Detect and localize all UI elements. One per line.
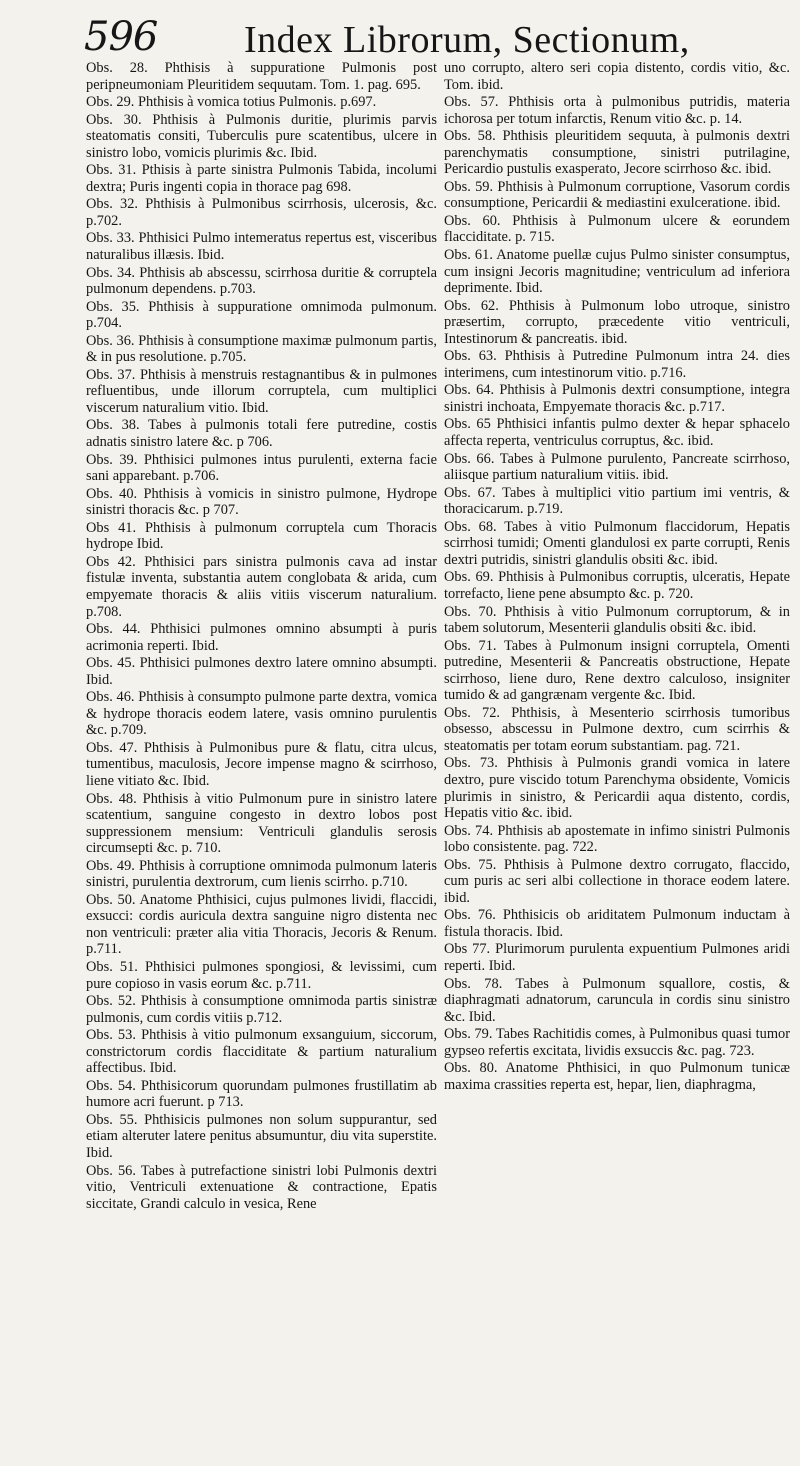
index-entry: Obs. 36. Phthisis à consumptione maximæ pulmonum partis, & in pus resolutione. p.705. xyxy=(86,332,437,366)
index-entry: Obs. 78. Tabes à Pulmonum squallore, costis, & diaphragmati adnatorum, caruncula in cordis sinu sinistro &c. Ibid. xyxy=(444,975,790,1025)
index-entry: Obs. 39. Phthisici pulmones intus purulenti, externa facie sani apparebant. p.706. xyxy=(86,451,437,485)
index-entry: Obs. 56. Tabes à putrefactione sinistri lobi Pulmonis dextri vitio, Ventriculi extenuatione & contractione, Epatis siccitate, Grandi calculo in vesica, Rene xyxy=(86,1162,437,1212)
index-entry: Obs. 64. Phthisis à Pulmonis dextri consumptione, integra sinistri inchoata, Empyemate thoracis &c. p.717. xyxy=(444,382,790,415)
index-entry: Obs. 30. Phthisis à Pulmonis duritie, plurimis parvis steatomatis consiti, Tuberculis pure scatentibus, ulcere in sinistro lobo, vomicis plurimis &c. Ibid. xyxy=(86,111,437,161)
index-entry: uno corrupto, altero seri copia distento, cordis vitio, &c. Tom. ibid. xyxy=(444,60,790,93)
column-gutter xyxy=(440,60,441,1460)
page-number: 596 xyxy=(84,14,158,60)
index-entry: Obs. 76. Phthisicis ob ariditatem Pulmonum inductam à fistula thoracis. Ibid. xyxy=(444,907,790,940)
index-entry: Obs. 53. Phthisis à vitio pulmonum exsanguium, siccorum, constrictorum cordis flacciditate & partium naturalium affectibus. Ibid. xyxy=(86,1027,437,1077)
index-entry: Obs. 48. Phthisis à vitio Pulmonum pure in sinistro latere scatentium, sanguine congesto in dextro lobos post suppressionem mensium: Ventriculi glandulis serosis circumsepti &c. p. 710. xyxy=(86,790,437,857)
index-entry: Obs. 62. Phthisis à Pulmonum lobo utroque, sinistro præsertim, corrupto, præcedente vitio ventriculi, Intestinorum & pancreatis. ibid. xyxy=(444,297,790,347)
index-entry: Obs. 52. Phthisis à consumptione omnimoda partis sinistræ pulmonis, cum cordis vitiis p.712. xyxy=(86,993,437,1026)
index-entry: Obs. 37. Phthisis à menstruis restagnantibus & in pulmones refluentibus, unde illorum corruptela, cum multiplici viscerum naturalium vitio. Ibid. xyxy=(86,366,437,416)
index-entry: Obs. 79. Tabes Rachitidis comes, à Pulmonibus quasi tumor gypseo refertis excitata, lividis exsuccis &c. pag. 723. xyxy=(444,1026,790,1059)
index-entry: Obs. 58. Phthisis pleuritidem sequuta, à pulmonis dextri parenchymatis consumptione, sinistri putrilagine, Pericardio pustulis exasperato, Jecore scirrhoso &c. ibid. xyxy=(444,128,790,178)
index-entry: Obs 77. Plurimorum purulenta expuentium Pulmones aridi reperti. Ibid. xyxy=(444,941,790,974)
index-entry: Obs. 34. Phthisis ab abscessu, scirrhosa duritie & corruptela pulmonum dependens. p.703. xyxy=(86,264,437,298)
index-entry: Obs. 73. Phthisis à Pulmonis grandi vomica in latere dextro, pure viscido totum Parenchyma obsidente, Vomicis plurimis in sinistro, & Pericardii aqua distento, cordis, Hepatis vitio &c. ibid. xyxy=(444,755,790,822)
index-entry: Obs. 61. Anatome puellæ cujus Pulmo sinister consumptus, cum insigni Jecoris magnitudine; ventriculum ad inferiora deprimente. Ibid. xyxy=(444,247,790,297)
index-entry: Obs. 75. Phthisis à Pulmone dextro corrugato, flaccido, cum puris ac seri albi collectione in thorace eodem latere. ibid. xyxy=(444,856,790,906)
index-entry: Obs. 72. Phthisis, à Mesenterio scirrhosis tumoribus obsesso, abscessu in Pulmone dextro, cum scirrhis & steatomatis per totam eorum substantiam. pag. 721. xyxy=(444,704,790,754)
index-entry: Obs. 38. Tabes à pulmonis totali fere putredine, costis adnatis sinistro latere &c. p 706. xyxy=(86,417,437,451)
index-entry: Obs. 33. Phthisici Pulmo intemeratus repertus est, visceribus naturalibus illæsis. Ibid. xyxy=(86,230,437,264)
index-entry: Obs. 68. Tabes à vitio Pulmonum flaccidorum, Hepatis scirrhosi tumidi; Omenti glandulosi ex parte corrupti, Renis dextri putridis, sinistri glandulis obsiti &c. ibid. xyxy=(444,518,790,568)
index-entry: Obs. 65 Phthisici infantis pulmo dexter & hepar sphacelo affecta reperta, ventriculus corruptus, &c. ibid. xyxy=(444,416,790,450)
index-entry: Obs. 46. Phthisis à consumpto pulmone parte dextra, vomica & hydrope thoracis eodem latere, vasis omnino purulentis &c. p.709. xyxy=(86,689,437,739)
index-entry: Obs. 47. Phthisis à Pulmonibus pure & flatu, citra ulcus, tumentibus, maculosis, Jecore impense magno & scirrhoso, liene vitiato &c. Ibid. xyxy=(86,739,437,789)
index-entry: Obs. 50. Anatome Phthisici, cujus pulmones lividi, flaccidi, exsucci: cordis auricula dextra sanguine nigro distenta nec non ventriculi: præter alia vitia Thoracis, Jecoris & Renum. p.711. xyxy=(86,891,437,958)
index-entry: Obs. 80. Anatome Phthisici, in quo Pulmonum tunicæ maxima crassities reperta est, hepar, lien, diaphragma, xyxy=(444,1060,790,1093)
index-entry: Obs. 54. Phthisicorum quorundam pulmones frustillatim ab humore acri fuerunt. p 713. xyxy=(86,1077,437,1111)
index-entry: Obs. 59. Phthisis à Pulmonum corruptione, Vasorum cordis consumptione, Pericardii & mediastini exulceratione. ibid. xyxy=(444,178,790,212)
index-entry: Obs. 32. Phthisis à Pulmonibus scirrhosis, ulcerosis, &c. p.702. xyxy=(86,196,437,229)
index-entry: Obs. 66. Tabes à Pulmone purulento, Pancreate scirrhoso, aliisque partium naturalium vitiis. ibid. xyxy=(444,450,790,484)
index-entry: Obs 41. Phthisis à pulmonum corruptela cum Thoracis hydrope Ibid. xyxy=(86,519,437,553)
index-entry: Obs. 45. Phthisici pulmones dextro latere omnino absumpti. Ibid. xyxy=(86,655,437,688)
index-entry: Obs. 67. Tabes à multiplici vitio partium imi ventris, & thoracicarum. p.719. xyxy=(444,484,790,518)
index-entry: Obs. 28. Phthisis à suppuratione Pulmonis post peripneumoniam Pleuritidem sequutam. Tom. 1. pag. 695. xyxy=(86,60,437,93)
index-entry: Obs. 51. Phthisici pulmones spongiosi, & levissimi, cum pure copioso in vasis eorum &c. p.711. xyxy=(86,958,437,992)
index-entry: Obs. 60. Phthisis à Pulmonum ulcere & eorundem flacciditate. p. 715. xyxy=(444,212,790,246)
index-entry: Obs. 57. Phthisis orta à pulmonibus putridis, materia ichorosa per totum infarctis, Renum vitio &c. p. 14. xyxy=(444,94,790,127)
right-column xyxy=(444,60,790,1460)
index-entry: Obs. 69. Phthisis à Pulmonibus corruptis, ulceratis, Hepate torrefacto, liene pene absumpto &c. p. 720. xyxy=(444,569,790,602)
index-entry: Obs. 63. Phthisis à Putredine Pulmonum intra 24. dies interimens, cum intestinorum vitio. p.716. xyxy=(444,348,790,381)
index-entry: Obs. 40. Phthisis à vomicis in sinistro pulmone, Hydrope sinistri thoracis &c. p 707. xyxy=(86,485,437,519)
index-entry: Obs. 74. Phthisis ab apostemate in infimo sinistri Pulmonis lobo consistente. pag. 722. xyxy=(444,822,790,856)
index-entry: Obs. 71. Tabes à Pulmonum insigni corruptela, Omenti putredine, Mesenterii & Pancreatis obstructione, Hepate scirrhoso, liene duro, Rene dextro calculoso, insigniter tumido & ad gangrænam vergente &c. Ibid. xyxy=(444,637,790,704)
left-column xyxy=(86,60,437,1460)
index-entry: Obs. 29. Phthisis à vomica totius Pulmonis. p.697. xyxy=(86,94,377,111)
index-entry: Obs. 70. Phthisis à vitio Pulmonum corruptorum, & in tabem solutorum, Mesenterii glandulis obsiti &c. ibid. xyxy=(444,603,790,637)
index-entry: Obs. 44. Phthisici pulmones omnino absumpti à puris acrimonia reperti. Ibid. xyxy=(86,621,437,654)
index-entry: Obs. 35. Phthisis à suppuratione omnimoda pulmonum. p.704. xyxy=(86,298,437,332)
index-entry: Obs. 49. Phthisis à corruptione omnimoda pulmonum lateris sinistri, purulentia dextrorum, cum lienis scirrho. p.710. xyxy=(86,857,437,891)
index-entry: Obs. 55. Phthisicis pulmones non solum suppurantur, sed etiam alteruter latere penitus absumuntur, diu vita superstite. Ibid. xyxy=(86,1111,437,1161)
running-head: Index Librorum, Sectionum, xyxy=(244,19,690,61)
index-entry: Obs 42. Phthisici pars sinistra pulmonis cava ad instar fistulæ inventa, substantia autem conglobata & arida, cum empyemate thoracis & aliis vitiis viscerum naturalium. p.708. xyxy=(86,553,437,620)
index-entry: Obs. 31. Pthisis à parte sinistra Pulmonis Tabida, incolumi dextra; Puris ingenti copia in thorace pag 698. xyxy=(86,162,437,195)
